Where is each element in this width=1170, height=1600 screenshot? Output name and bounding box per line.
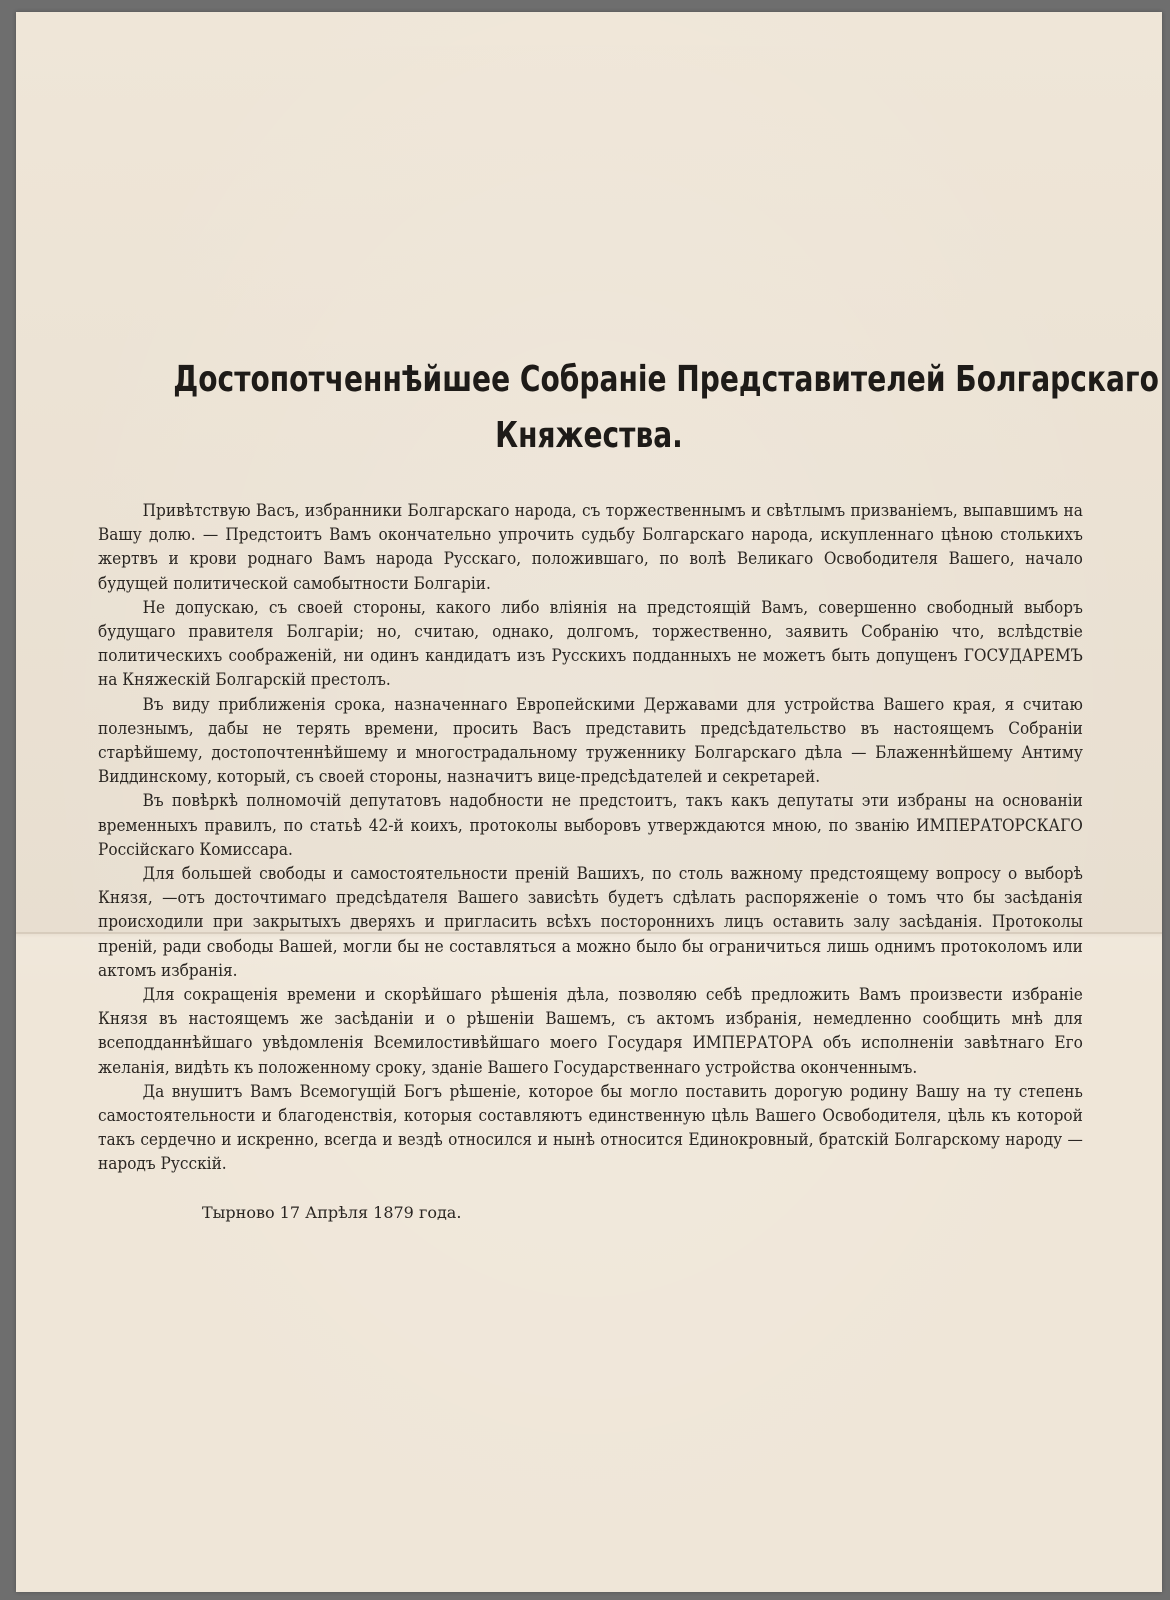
- document-title: [173, 352, 1159, 464]
- paragraph: Не допускаю, съ своей стороны, какого либо вліянія на предстоящій Вамъ, совершенно свободный выборъ будущаго правителя Болгаріи; но, считаю, однако, долгомъ, торжественно, заявить Собранію что, вслѣдствіе политическихъ соображеній, ни одинъ кандидатъ изъ Русскихъ подданныхъ не можетъ быть допущенъ ГОСУДАРЕМЪ на Княжескій Болгарскій престолъ.: [98, 597, 1083, 690]
- paragraph: Въ повѣркѣ полномочій депутатовъ надобности не предстоитъ, такъ какъ депутаты эти избраны на основаніи временныхъ правилъ, по статьѣ 42-й коихъ, протоколы выборовъ утверждаются мною, по званію ИМПЕРАТОРСКАГО Россійскаго Комиссара.: [98, 791, 1083, 859]
- document-page: [16, 12, 1162, 1592]
- paragraph: Для сокращенія времени и скорѣйшаго рѣшенія дѣла, позволяю себѣ предложить Вамъ произвести избраніе Князя въ настоящемъ же засѣданіи и о рѣшеніи Вашемъ, съ актомъ избранія, немедленно сообщить мнѣ для всеподданнѣйшаго увѣдомленія Всемилостивѣйшаго моего Государя ИМПЕРАТОРА объ исполненіи завѣтнаго Его желанія, видѣть къ положенному сроку, зданіе Вашего Государственнаго устройства оконченнымъ.: [98, 985, 1083, 1077]
- title-line-1: Достопотченнѣйшее Собраніе Представителей Болгарскаго: [173, 359, 1159, 400]
- paragraph: Въ виду приближенія срока, назначеннаго Европейскими Державами для устройства Вашего края, я считаю полезнымъ, дабы не терять времени, просить Васъ представить предсѣдательство въ настоящемъ Собраніи старѣйшему, достопочтеннѣйшему и многострадальному труженнику Болгарскаго дѣла — Блаженнѣйшему Антиму Виддинскому, который, съ своей стороны, назначитъ вице-предсѣдателей и секретарей.: [98, 694, 1083, 787]
- document-body: [98, 499, 1083, 1177]
- paragraph: Привѣтствую Васъ, избранники Болгарскаго народа, съ торжественнымъ и свѣтлымъ призваніемъ, выпавшимъ на Вашу долю. — Предстоитъ Вамъ окончательно упрочить судьбу Болгарскаго народа, искупленнаго цѣною столькихъ жертвъ и крови роднаго Вамъ народа Русскаго, положившаго, по волѣ Великаго Освободителя Вашего, начало будущей политической самобытности Болгаріи.: [98, 501, 1083, 593]
- paragraph: Да внушитъ Вамъ Всемогущій Богъ рѣшеніе, которое бы могло поставить дорогую родину Вашу на ту степень самостоятельности и благоденствія, которыя составляютъ единственную цѣль Вашего Освободителя, цѣль къ которой такъ сердечно и искренно, всегда и вездѣ относился и нынѣ относится Единокровный, братскій Болгарскому народу — народъ Русскій.: [98, 1081, 1083, 1174]
- title-line-2: Княжества.: [495, 415, 683, 456]
- paragraph: Для большей свободы и самостоятельности преній Вашихъ, по столь важному предстоящему вопросу о выборѣ Князя, —отъ досточтимаго предсѣдателя Вашего зависѣть будетъ сдѣлать распоряженіе о томъ что бы засѣданія происходили при закрытыхъ дверяхъ и пригласить всѣхъ постороннихъ лицъ оставить залу засѣданія. Протоколы преній, ради свободы Вашей, могли бы не составляться а можно было бы ограничиться лишь однимъ протоколомъ или актомъ избранія.: [98, 864, 1083, 980]
- place-date-line: Тырново 17 Апрѣля 1879 года.: [202, 1203, 462, 1222]
